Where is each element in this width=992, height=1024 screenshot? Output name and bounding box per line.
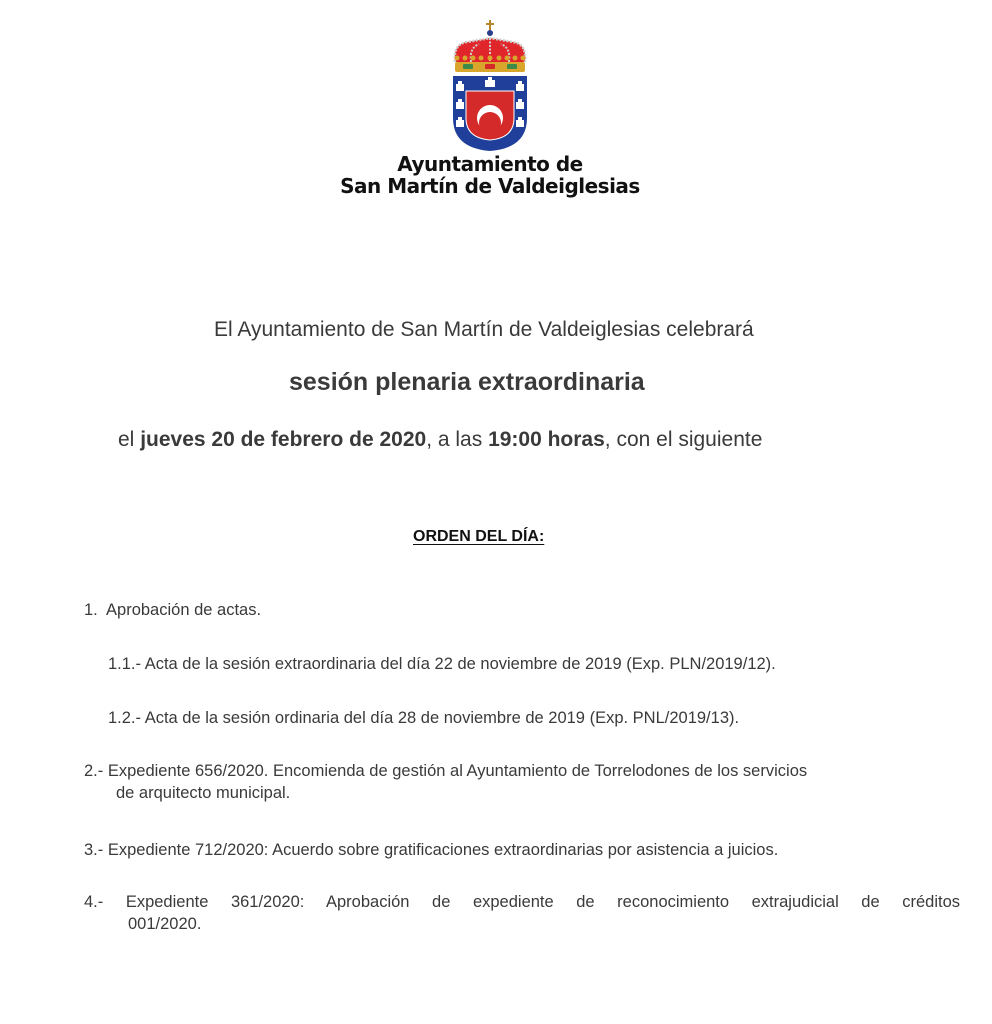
- agenda-heading: ORDEN DEL DÍA:: [413, 528, 545, 545]
- session-title: sesión plenaria extraordinaria: [289, 368, 645, 396]
- agenda-item-text: 1.1.- Acta de la sesión extraordinaria del día 22 de noviembre de 2019 (Exp. PLN/2019/12).: [108, 655, 776, 673]
- crown-icon: [455, 20, 526, 72]
- announcement-intro: El Ayuntamiento de San Martín de Valdeiglesias celebrará: [214, 318, 754, 341]
- agenda-item-text: 4.- Expediente 361/2020: Aprobación de expediente de reconocimiento extrajudicial de créditos: [84, 893, 960, 911]
- agenda-item: [84, 839, 778, 861]
- session-date-line: [118, 426, 762, 454]
- agenda-subitem: [108, 707, 739, 729]
- coat-of-arms-icon: [449, 18, 531, 152]
- agenda-item-text: 1.2.- Acta de la sesión ordinaria del día 28 de noviembre de 2019 (Exp. PNL/2019/13).: [108, 709, 740, 727]
- org-name-line1: Ayuntamiento de: [397, 152, 583, 176]
- agenda-item-text: 3.- Expediente 712/2020: Acuerdo sobre gratificaciones extraordinarias por asistencia a juicios.: [84, 841, 779, 859]
- agenda-item: [84, 760, 964, 804]
- session-time: 19:00 horas: [488, 428, 605, 451]
- org-name-line2: San Martín de Valdeiglesias: [340, 174, 640, 198]
- date-prefix: el: [118, 428, 141, 451]
- agenda-subitem: [108, 653, 776, 675]
- session-date: jueves 20 de febrero de 2020: [140, 428, 427, 451]
- date-suffix: , con el siguiente: [604, 428, 763, 451]
- agenda-item-continuation: 001/2020.: [128, 915, 202, 933]
- date-mid: , a las: [426, 428, 489, 451]
- agenda-item: [84, 599, 261, 621]
- agenda-item: [84, 891, 960, 935]
- shield-icon: [453, 76, 527, 151]
- agenda-item-continuation: de arquitecto municipal.: [116, 784, 291, 802]
- agenda-item-text: 1. Aprobación de actas.: [84, 601, 262, 619]
- agenda-item-text: 2.- Expediente 656/2020. Encomienda de gestión al Ayuntamiento de Torrelodones de los servicios: [84, 762, 808, 780]
